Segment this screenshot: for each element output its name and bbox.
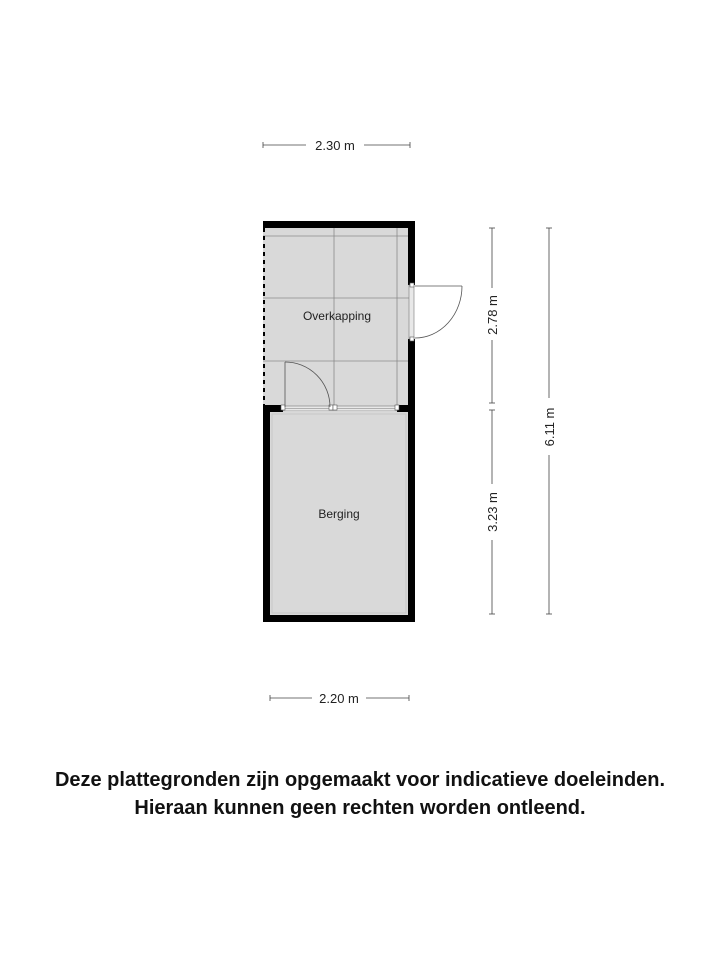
wall-right-upper: [408, 221, 415, 285]
wall-middle: [263, 405, 415, 412]
dimension-label-top: 2.30 m: [315, 138, 355, 153]
dimension-label-total: 6.11 m: [542, 407, 557, 447]
disclaimer-line-1: Deze plattegronden zijn opgemaakt voor indicatieve doeleinden.: [54, 769, 666, 791]
door-right: [409, 283, 462, 341]
room-label-berging: Berging: [318, 507, 360, 521]
wall-right: [408, 405, 415, 622]
dimension-label-berging: 3.23 m: [485, 492, 500, 532]
wall-bottom: [263, 615, 415, 622]
wall-left: [263, 405, 270, 622]
wall-right-lower: [408, 339, 415, 409]
room-label-overkapping: Overkapping: [302, 309, 372, 323]
wall-top: [263, 221, 415, 228]
dimension-label-overkapping: 2.78 m: [485, 295, 500, 335]
dimension-label-bottom: 2.20 m: [319, 691, 359, 706]
disclaimer-line-2: Hieraan kunnen geen rechten worden ontleend.: [134, 797, 586, 819]
